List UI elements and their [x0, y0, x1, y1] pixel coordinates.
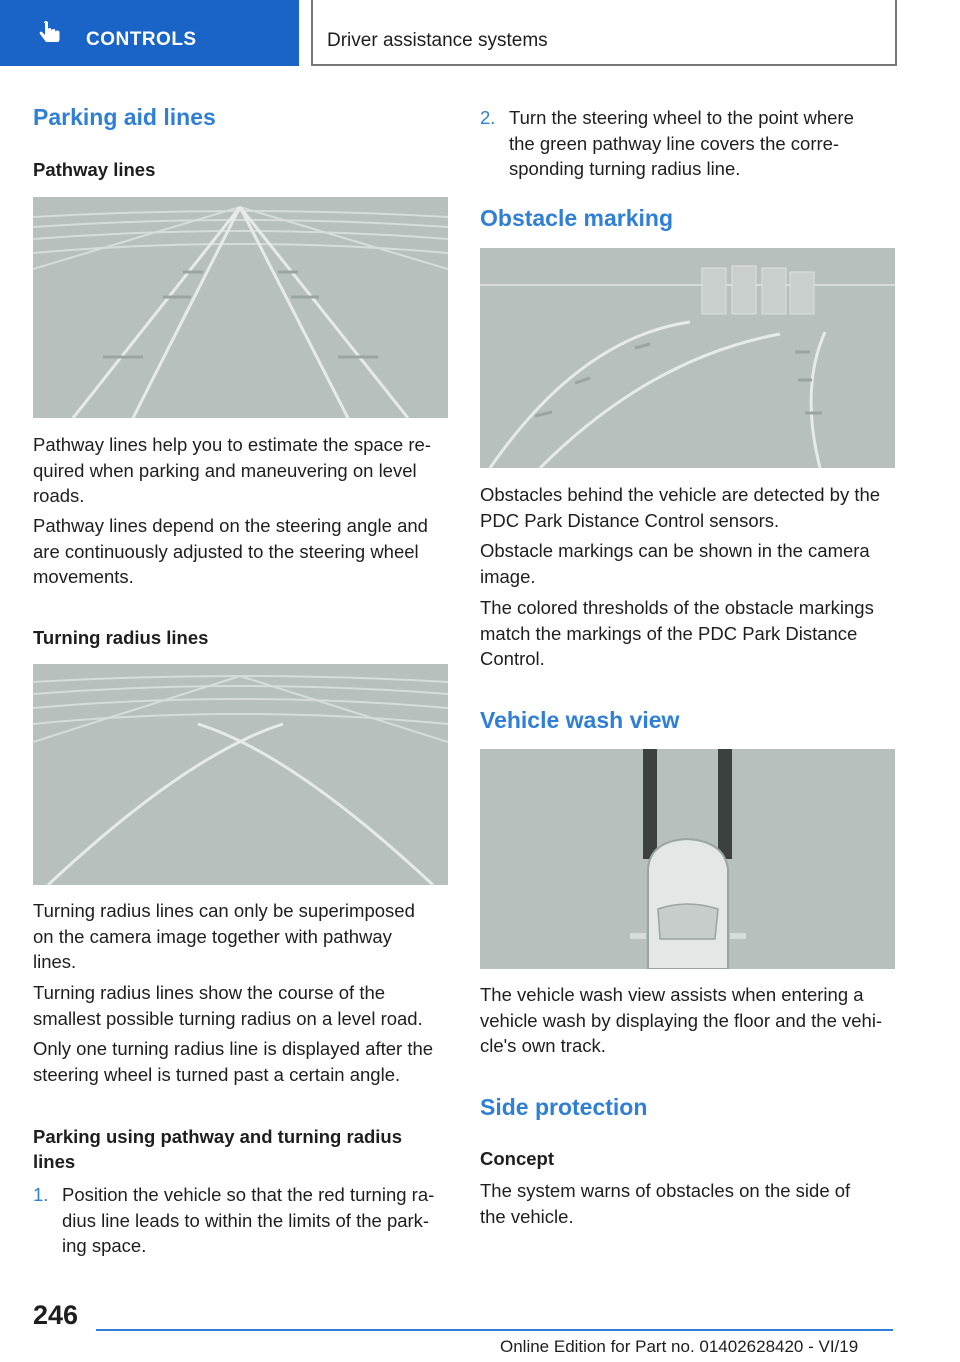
pathway-paragraph-2: Pathway lines depend on the steering angle and are continuously adjusted to the steering wheel movements.	[33, 515, 428, 587]
wash-paragraph-1: The vehicle wash view assists when entering a vehicle wash by displaying the floor and the vehi- cle's own track.	[480, 984, 883, 1056]
step-text: Turn the steering wheel to the point where the green pathway line covers the corre- sponding turning radius line.	[509, 107, 854, 179]
step-text: Position the vehicle so that the red turning ra- dius line leads to within the limits of the park- ing space.	[62, 1184, 435, 1256]
turning-paragraph-3: Only one turning radius line is displayed after the steering wheel is turned past a certain angle.	[33, 1038, 434, 1085]
heading-turning-radius-lines: Turning radius lines	[33, 627, 209, 648]
chapter-title: Driver assistance systems	[327, 30, 548, 51]
obstacle-paragraph-2: Obstacle markings can be shown in the camera image.	[480, 540, 870, 587]
footer-edition: Online Edition for Part no. 01402628420 - VI/19	[500, 1337, 859, 1356]
turning-paragraph-2: Turning radius lines show the course of the smallest possible turning radius on a level road.	[33, 982, 423, 1029]
figure-pathway-lines	[33, 197, 448, 418]
step-number: 1.	[33, 1184, 49, 1205]
turning-paragraph-1: Turning radius lines can only be superimposed on the camera image together with pathway lines.	[33, 900, 415, 972]
footer-divider	[96, 1329, 893, 1331]
pathway-paragraph-1: Pathway lines help you to estimate the space re- quired when parking and maneuvering on level roads.	[33, 434, 431, 506]
chapter-header	[311, 0, 897, 66]
heading-side-protection: Side protection	[480, 1094, 648, 1120]
page-number: 246	[33, 1300, 79, 1330]
figure-turning-radius-lines	[33, 664, 448, 885]
concept-paragraph-1: The system warns of obstacles on the side of the vehicle.	[480, 1180, 851, 1227]
heading-vehicle-wash-view: Vehicle wash view	[480, 707, 680, 733]
hand-pointer-icon	[36, 20, 64, 48]
heading-pathway-lines: Pathway lines	[33, 159, 156, 180]
step-number: 2.	[480, 107, 496, 128]
heading-concept: Concept	[480, 1148, 554, 1169]
figure-vehicle-wash-view	[480, 749, 895, 969]
section-tab[interactable]	[0, 0, 299, 66]
figure-obstacle-marking	[480, 248, 895, 468]
heading-parking-aid-lines: Parking aid lines	[33, 104, 216, 130]
obstacle-paragraph-3: The colored thresholds of the obstacle markings match the markings of the PDC Park Distance Control.	[480, 597, 874, 669]
obstacle-paragraph-1: Obstacles behind the vehicle are detected by the PDC Park Distance Control sensors.	[480, 484, 881, 531]
heading-parking-using-lines: Parking using pathway and turning radius lines	[33, 1126, 403, 1172]
section-tab-label: CONTROLS	[86, 29, 197, 50]
heading-obstacle-marking: Obstacle marking	[480, 205, 674, 231]
